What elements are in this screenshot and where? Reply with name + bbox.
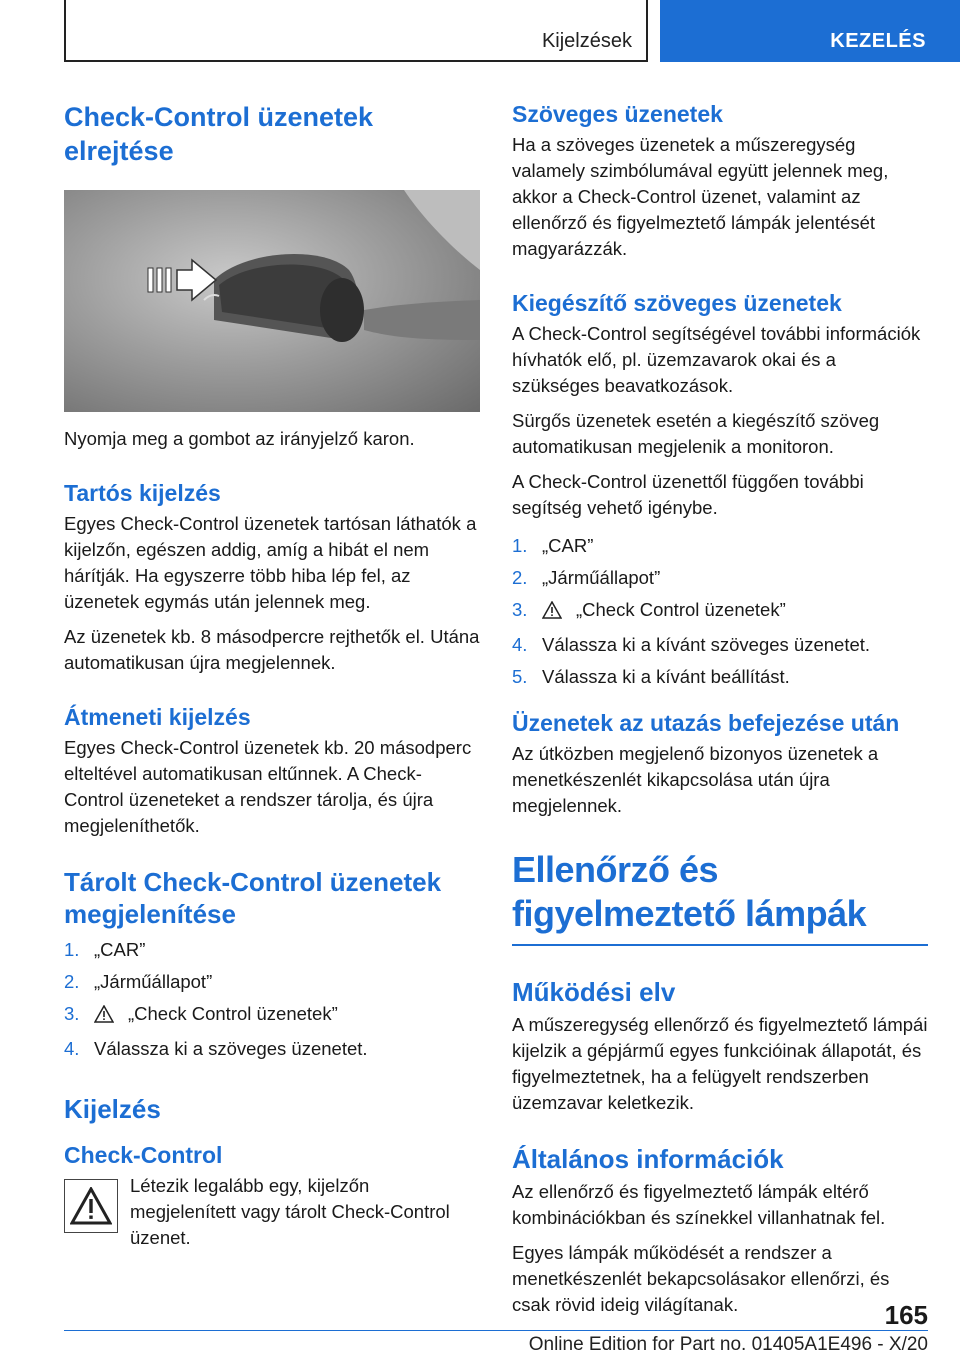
paragraph-text-messages: Ha a szöveges üzenetek a műszeregység valamely szimbólumával együtt jelennek meg, akkor a Check-Control üzenet, valamint az ellenőrző és figyelmeztető lámpák jelentését magyarázzák. (512, 134, 889, 259)
turn-signal-lever-image (64, 190, 480, 412)
paragraph-supplementary-2: Sürgős üzenetek esetén a kiegészítő szöveg automatikusan megjelenik a monitoron. (512, 410, 880, 457)
heading-display: Kijelzés (64, 1094, 161, 1124)
header-chapter-box (660, 0, 960, 62)
heading-principle: Működési elv (512, 977, 676, 1007)
paragraph-after-trip: Az útközben megjelenő bizonyos üzenetek a menetkészenlét kikapcsolása után újra megjelennek. (512, 743, 879, 816)
right-column (512, 100, 928, 1327)
page-number: 165 (884, 1300, 928, 1330)
list-item: 3. „Check Control üzenetek” (512, 594, 928, 629)
heading-check-control: Check-Control (64, 1142, 223, 1168)
image-caption: Nyomja meg a gombot az irányjelző karon. (64, 428, 415, 449)
paragraph-check-control: Létezik legalább egy, kijelzőn megjelenített vagy tárolt Check-Control üzenet. (130, 1175, 450, 1248)
list-item: 5. Válassza ki a kívánt beállítást. (512, 666, 790, 687)
paragraph-general-1: Az ellenőrző és figyelmeztető lámpák eltérő kombinációkban és színekkel villanhatnak fel. (512, 1181, 886, 1228)
heading-after-trip: Üzenetek az utazás befejezése után (512, 710, 900, 736)
heading-hide-messages: Check-Control üzenetek elrejtése (64, 102, 374, 166)
list-item: 4. Válassza ki a kívánt szöveges üzenetet. (512, 634, 871, 655)
left-column (64, 100, 480, 1260)
header-section-box (64, 0, 648, 62)
footer-divider (64, 1330, 928, 1331)
warning-triangle-icon (64, 1179, 118, 1233)
heading-stored-messages: Tárolt Check-Control üzenetek megjelenítése (64, 867, 442, 929)
check-control-row (64, 1173, 480, 1260)
lever-illustration (64, 190, 480, 412)
heading-supplementary: Kiegészítő szöveges üzenetek (512, 290, 842, 316)
heading-temporary-display: Átmeneti kijelzés (64, 704, 251, 730)
paragraph-supplementary-3: A Check-Control üzenettől függően további segítség vehető igénybe. (512, 471, 864, 518)
header-section-title: Kijelzések (541, 30, 632, 52)
heading-general-info: Általános információk (512, 1144, 784, 1174)
section-divider (512, 944, 928, 946)
footer-edition: Online Edition for Part no. 01405A1E496 - X/20 (528, 1334, 928, 1355)
warning-triangle-icon (94, 1001, 114, 1033)
list-item: 2. „Járműállapot” (64, 971, 213, 992)
paragraph-temporary: Egyes Check-Control üzenetek kb. 20 másodperc elteltével automatikusan eltűnnek. A Check-Control üzeneteket a rendszer tárolja, és újra megjeleníthetők. (64, 737, 472, 836)
header-chapter-title: KEZELÉS (830, 30, 926, 52)
paragraph-general-2: Egyes lámpák működését a rendszer a menetkészenlét bekapcsolásakor ellenőrzi, és csak rövid ideig világítanak. (512, 1242, 890, 1315)
list-item: 1. „CAR” (512, 535, 594, 556)
paragraph-persistent-1: Egyes Check-Control üzenetek tartósan láthatók a kijelzőn, egészen addig, amíg a hibát el nem hárítják. Ha egyszerre több hiba lép fel, az üzenetek egymás után jelennek meg. (64, 513, 477, 612)
warning-triangle-icon (542, 597, 562, 629)
supplementary-steps (512, 530, 928, 693)
heading-indicator-lamps: Ellenőrző és figyelmeztető lámpák (512, 849, 867, 934)
paragraph-persistent-2: Az üzenetek kb. 8 másodpercre rejthetők el. Utána automatikusan újra megjelennek. (64, 626, 480, 673)
list-item: 2. „Járműállapot” (512, 567, 661, 588)
heading-persistent-display: Tartós kijelzés (64, 480, 221, 506)
list-item: 1. „CAR” (64, 939, 146, 960)
stored-messages-steps (64, 934, 480, 1065)
list-item: 3. „Check Control üzenetek” (64, 998, 480, 1033)
heading-text-messages: Szöveges üzenetek (512, 101, 723, 127)
paragraph-supplementary-1: A Check-Control segítségével további információk hívhatók elő, pl. üzemzavarok okai és a szükséges beavatkozások. (512, 323, 921, 396)
paragraph-principle: A műszeregység ellenőrző és figyelmeztető lámpái kijelzik a gépjármű egyes funkcióinak állapotát, és figyelmeztetnek, ha a felügyelt rendszerben üzemzavar keletkezik. (512, 1014, 928, 1113)
list-item: 4. Válassza ki a szöveges üzenetet. (64, 1038, 368, 1059)
